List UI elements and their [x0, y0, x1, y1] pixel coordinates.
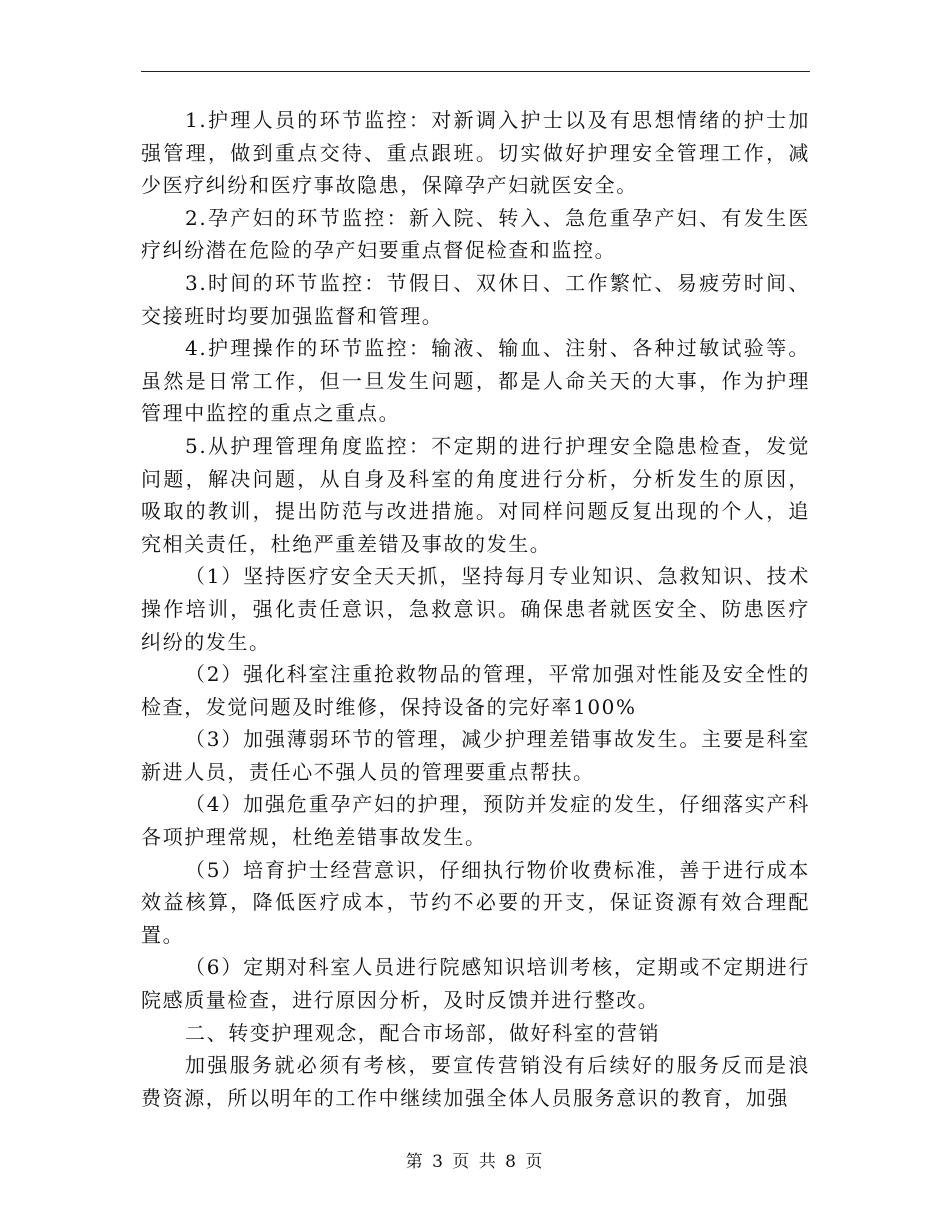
- paragraph-8: （3）加强薄弱环节的管理，减少护理差错事故发生。主要是科室新进人员，责任心不强人员的管理要重点帮扶。: [141, 727, 810, 784]
- header-rule: [141, 71, 810, 72]
- paragraph-5: 5.从护理管理角度监控：不定期的进行护理安全隐患检查，发觉问题，解决问题，从自身及科室的角度进行分析，分析发生的原因，吸取的教训，提出防范与改进措施。对同样问题反复出现的个人，追究相关责任，杜绝严重差错及事故的发生。: [141, 433, 810, 556]
- paragraph-10: （5）培育护士经营意识，仔细执行物价收费标准，善于进行成本效益核算，降低医疗成本，节约不必要的开支，保证资源有效合理配置。: [141, 857, 810, 947]
- section-heading: 二、转变护理观念，配合市场部，做好科室的营销: [185, 1020, 661, 1045]
- paragraph-9: （4）加强危重孕产妇的护理，预防并发症的发生，仔细落实产科各项护理常规，杜绝差错事故发生。: [141, 792, 810, 850]
- paragraph-3: 3.时间的环节监控：节假日、双休日、工作繁忙、易疲劳时间、交接班时均要加强监督和管理。: [141, 270, 810, 328]
- paragraph-7: （2）强化科室注重抢救物品的管理，平常加强对性能及安全性的检查，发觉问题及时维修，保持设备的完好率100%: [141, 662, 810, 719]
- paragraph-2: 2.孕产妇的环节监控：新入院、转入、急危重孕产妇、有发生医疗纠纷潜在危险的孕产妇要重点督促检查和监控。: [141, 205, 810, 263]
- paragraph-12: 加强服务就必须有考核，要宣传营销没有后续好的服务反而是浪费资源，所以明年的工作中继续加强全体人员服务意识的教育，加强: [141, 1053, 810, 1110]
- paragraph-6: （1）坚持医疗安全天天抓，坚持每月专业知识、急救知识、技术操作培训，强化责任意识，急救意识。确保患者就医安全、防患医疗纠纷的发生。: [141, 564, 810, 654]
- paragraph-1: 1.护理人员的环节监控：对新调入护士以及有思想情绪的护士加强管理，做到重点交待、重点跟班。切实做好护理安全管理工作，减少医疗纠纷和医疗事故隐患，保障孕产妇就医安全。: [141, 108, 810, 198]
- page-footer: 第 3 页 共 8 页: [405, 1152, 545, 1172]
- paragraph-4: 4.护理操作的环节监控：输液、输血、注射、各种过敏试验等。虽然是日常工作，但一旦发生问题，都是人命关天的大事，作为护理管理中监控的重点之重点。: [141, 336, 810, 426]
- document-body: [141, 104, 810, 1114]
- paragraph-11: （6）定期对科室人员进行院感知识培训考核，定期或不定期进行院感质量检查，进行原因分析，及时反馈并进行整改。: [141, 955, 810, 1013]
